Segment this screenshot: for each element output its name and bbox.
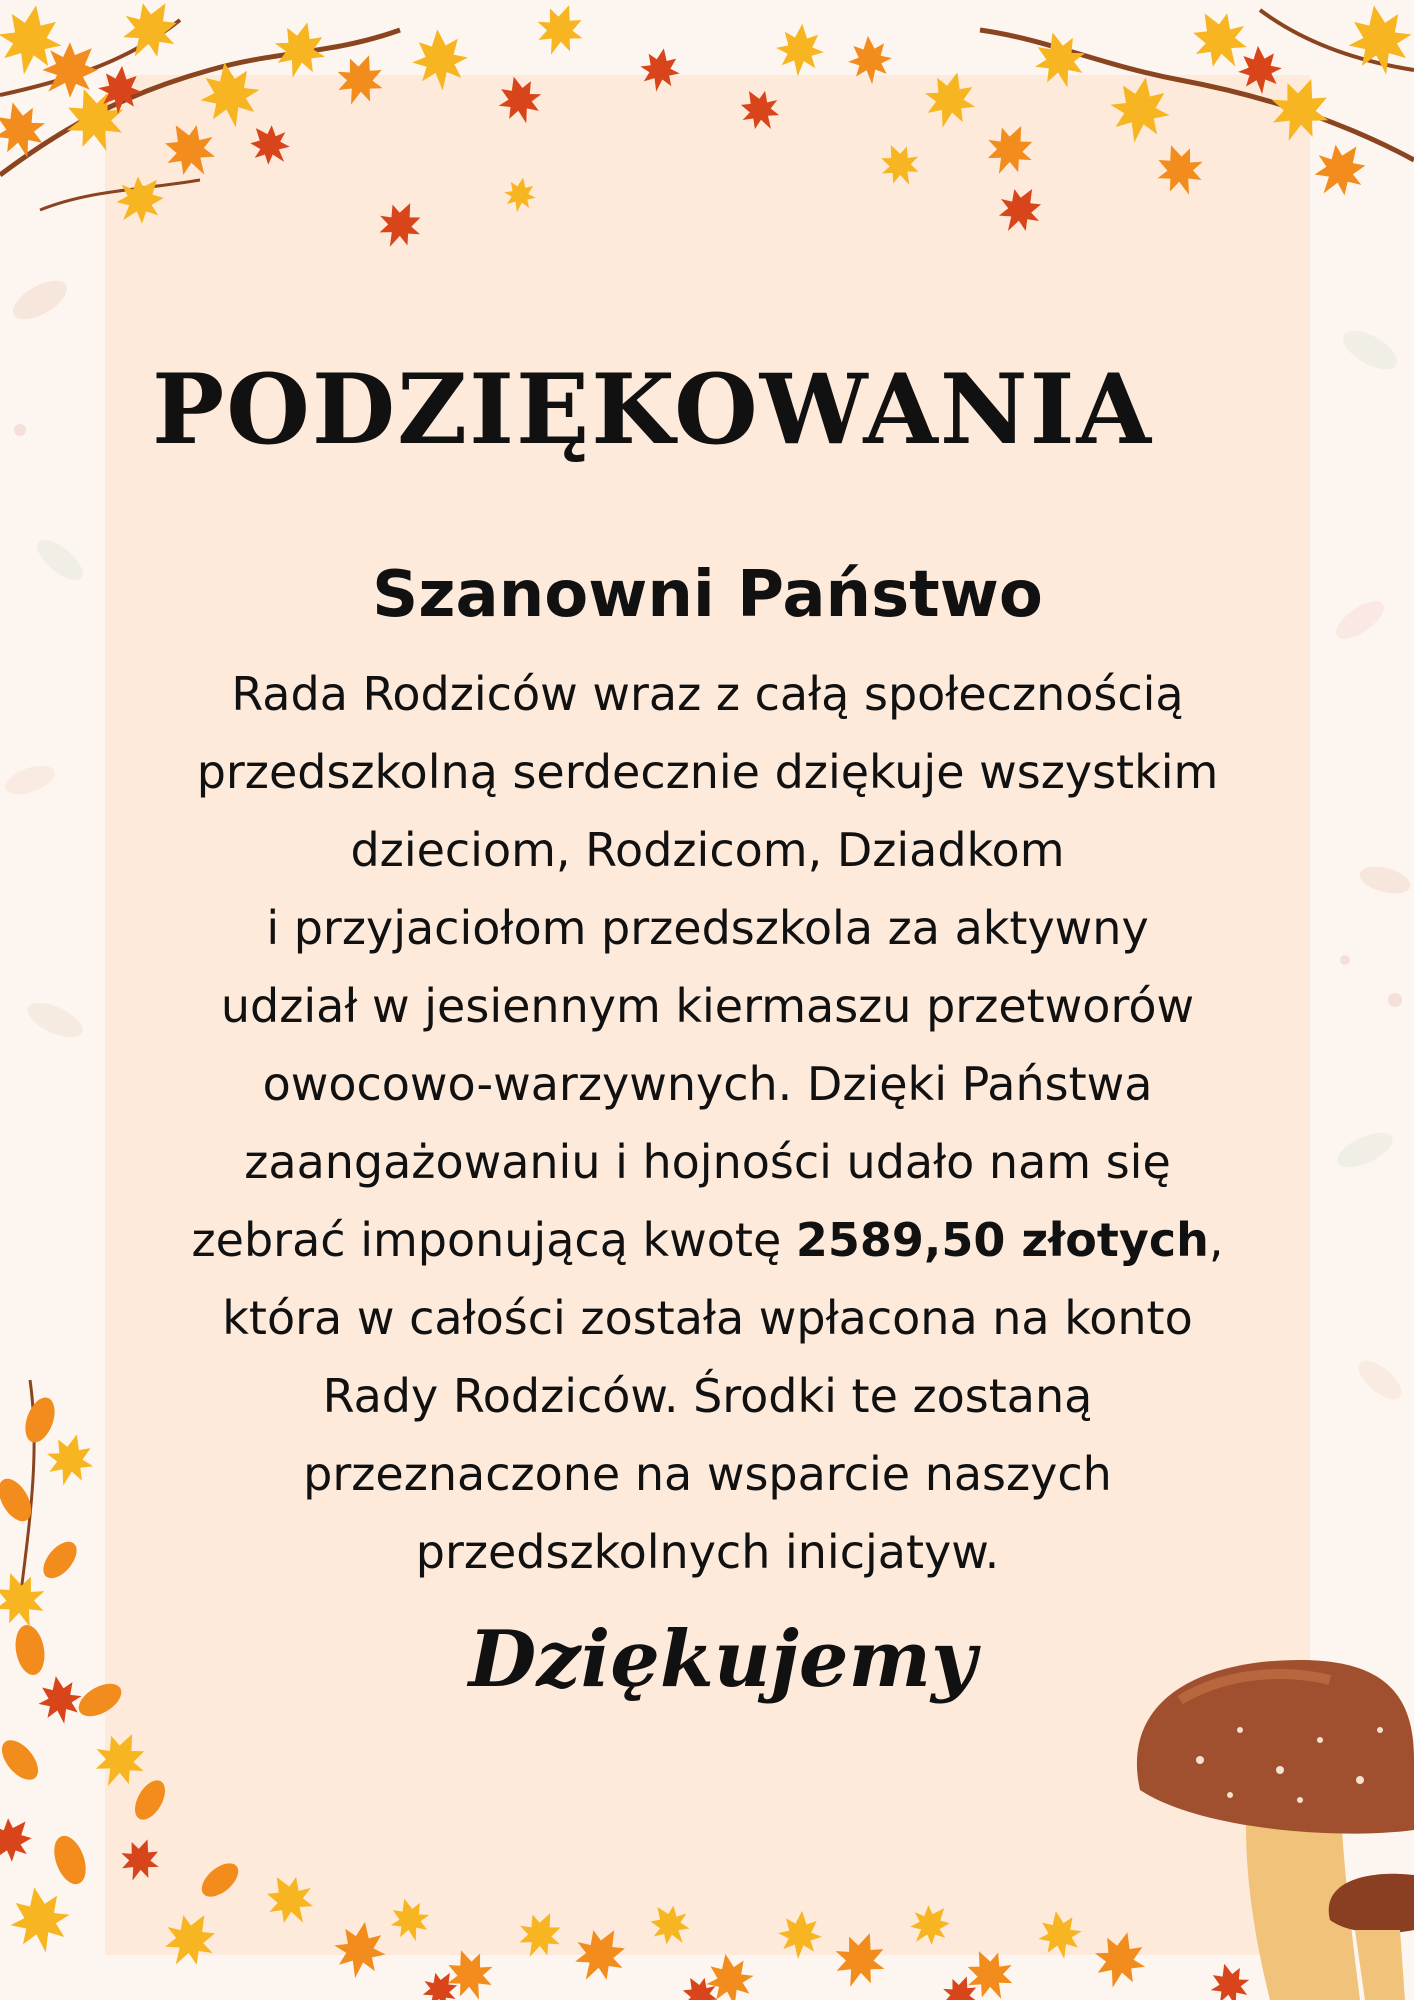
message-line: dzieciom, Rodzicom, Dziadkom <box>350 823 1065 877</box>
message-line: która w całości została wpłacona na konto <box>222 1291 1193 1345</box>
message-line: Rada Rodziców wraz z całą społecznością <box>231 667 1184 721</box>
top-right-branch <box>636 0 1414 242</box>
page-title: PODZIĘKOWANIA <box>152 353 1153 466</box>
mushroom-illustration <box>1137 1660 1414 2000</box>
message-line: i przyjaciołom przedszkola za aktywny <box>266 901 1149 955</box>
amount-line <box>105 1201 1310 1279</box>
message-line: udział w jesiennym kiermaszu przetworów <box>220 979 1195 1033</box>
message-line: przeznaczone na wsparcie naszych <box>303 1447 1112 1501</box>
top-left-branch <box>0 0 592 256</box>
collected-amount: 2589,50 złotych <box>795 1213 1209 1267</box>
bottom-leaf-strip <box>329 1894 1255 2000</box>
closing-thanks: Dziękujemy <box>468 1614 977 1705</box>
message-line: przedszkolnych inicjatyw. <box>415 1525 1000 1579</box>
message-line: owocowo-warzywnych. Dzięki Państwa <box>262 1057 1153 1111</box>
message-line: przedszkolną serdecznie dziękuje wszystkim <box>196 745 1219 799</box>
amount-line-prefix: zebrać imponującą kwotę <box>191 1213 796 1267</box>
amount-line-suffix: , <box>1208 1213 1224 1267</box>
message-line: Rady Rodziców. Środki te zostaną <box>322 1369 1093 1423</box>
message-line: zaangażowaniu i hojności udało nam się <box>244 1135 1171 1189</box>
thank-you-message <box>105 655 1310 1591</box>
greeting: Szanowni Państwo <box>372 558 1043 632</box>
